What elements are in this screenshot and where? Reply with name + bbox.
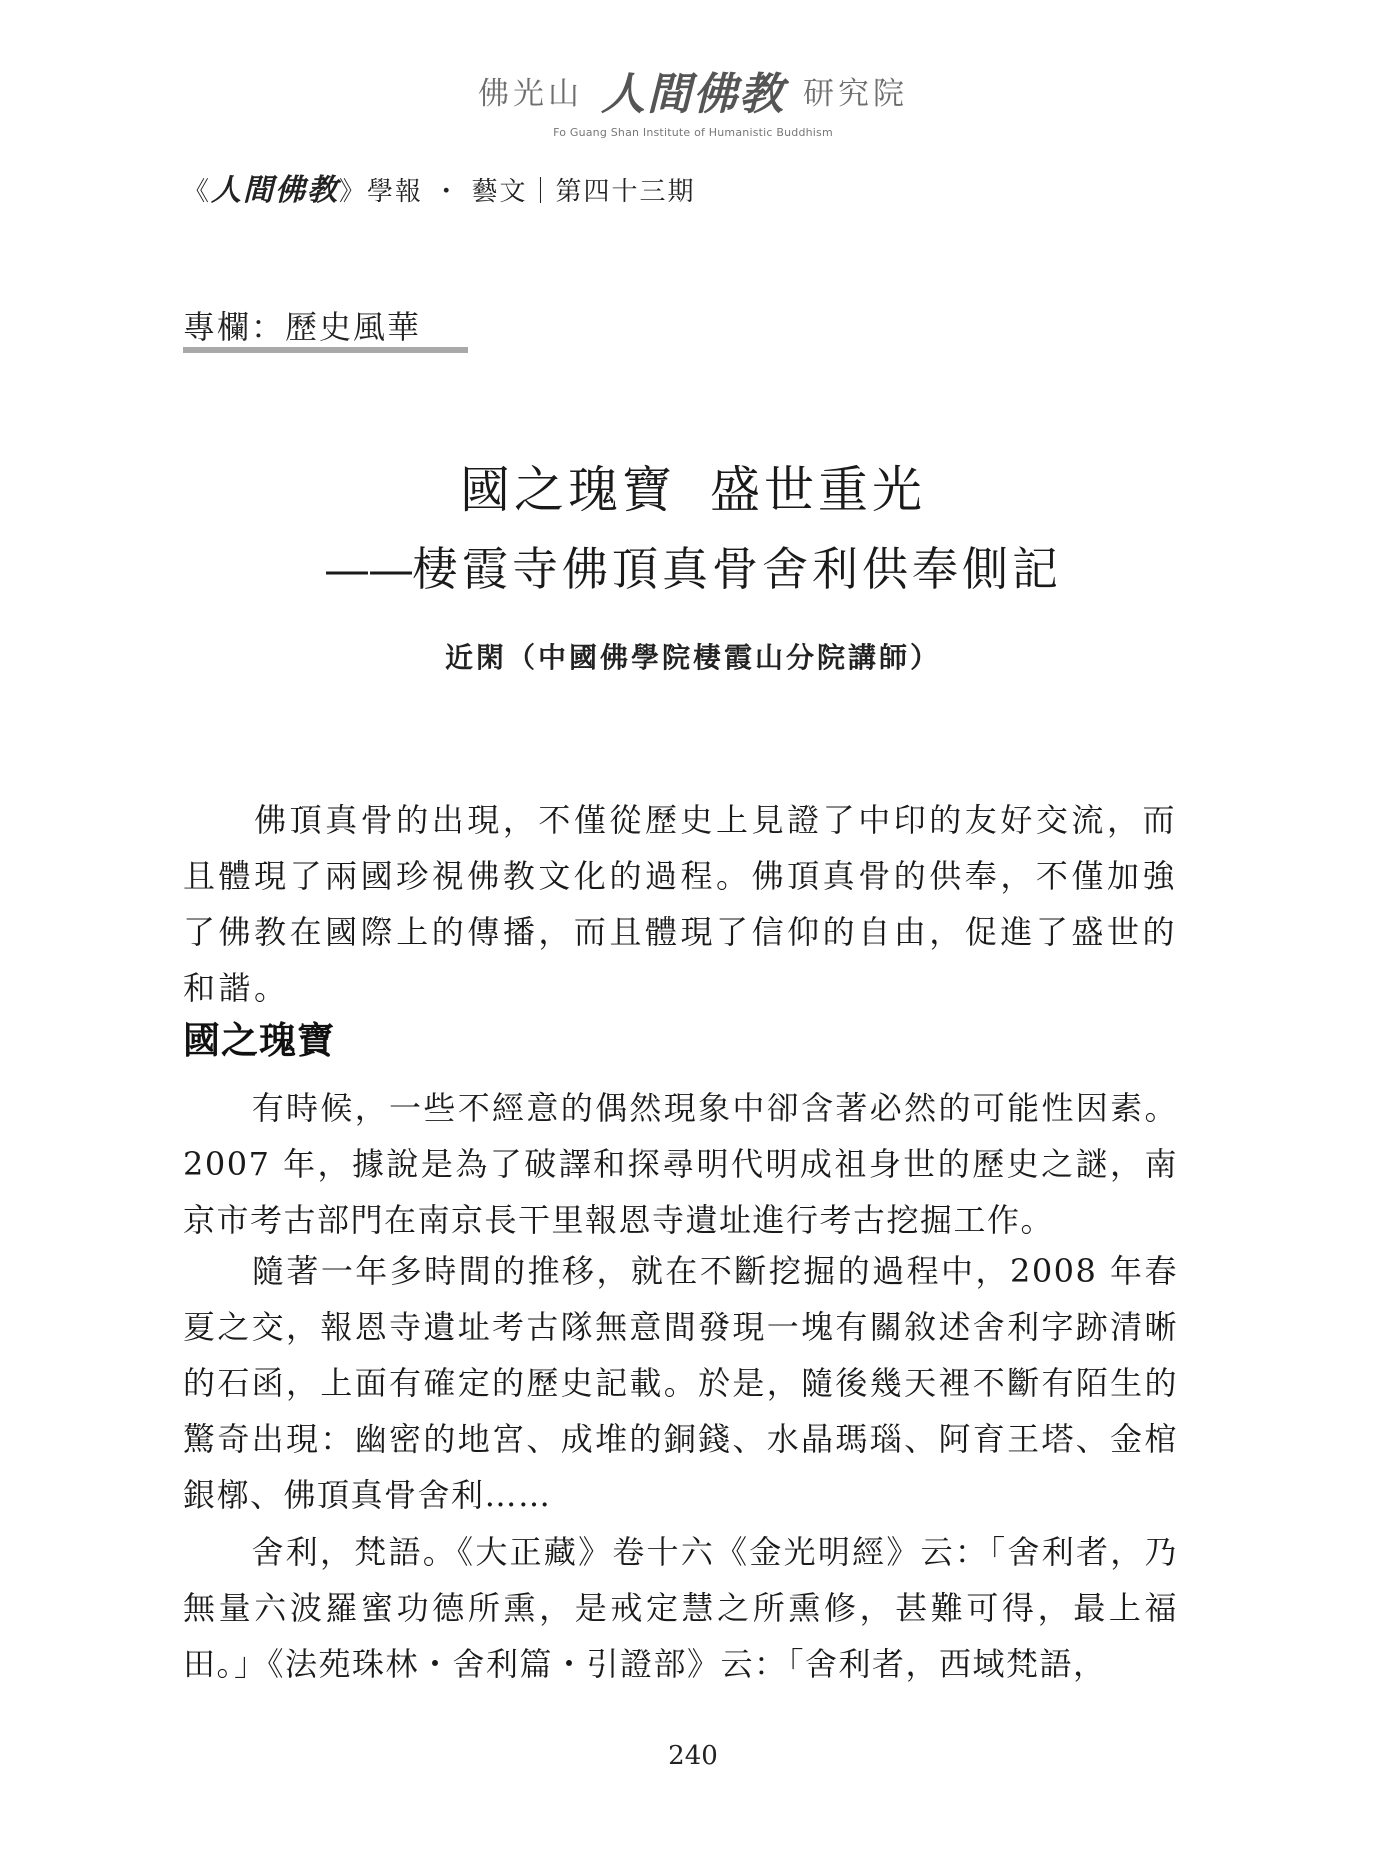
subtitle-dash: —— [324,542,412,596]
subtitle-text: 棲霞寺佛頂真骨舍利供奉側記 [412,542,1062,596]
institute-english-name: Fo Guang Shan Institute of Humanistic Buddhism [553,126,833,139]
article-subtitle [0,533,1386,599]
body-paragraph-3: 舍利，梵語。《大正藏》卷十六《金光明經》云：「舍利者，乃無量六波羅蜜功德所熏，是戒定慧之所熏修，甚難可得，最上福田。」《法苑珠林・舍利篇・引證部》云：「舍利者，西域梵語， [183,1533,1178,1683]
column-label: 專欄：歷史風華 [183,308,422,346]
section-heading: 國之瑰寶 [183,1018,335,1062]
body-paragraph-1: 有時候，一些不經意的偶然現象中卻含著必然的可能性因素。2007 年，據說是為了破譯和探尋明代明成祖身世的歷史之謎，南京市考古部門在南京長干里報恩寺遺址進行考古挖掘工作。 [183,1089,1178,1239]
journal-open-bracket: 《 [183,177,212,207]
journal-brand: 人間佛教 [211,173,340,208]
journal-issue: 》學報 ・ 藝文｜第四十三期 [339,177,696,207]
title-part-2: 盛世重光 [710,461,926,519]
institute-brand-logo: 人間佛教 [601,69,785,120]
article-title [0,450,1386,522]
journal-running-header [183,165,696,209]
title-part-1: 國之瑰寶 [460,461,676,519]
institute-suffix: 研究院 [803,75,908,112]
abstract-paragraph: 佛頂真骨的出現，不僅從歷史上見證了中印的友好交流，而且體現了兩國珍視佛教文化的過程。佛頂真骨的供奉，不僅加強了佛教在國際上的傳播，而且體現了信仰的自由，促進了盛世的和諧。 [183,801,1178,1007]
institute-prefix: 佛光山 [478,75,583,112]
institute-header [0,58,1386,139]
page-number: 240 [668,1741,718,1771]
author-byline: 近閑（中國佛學院棲霞山分院講師） [444,641,941,674]
column-underline [183,347,468,353]
body-paragraph-2: 隨著一年多時間的推移，就在不斷挖掘的過程中，2008 年春夏之交，報恩寺遺址考古隊無意間發現一塊有關敘述舍利字跡清晰的石函，上面有確定的歷史記載。於是，隨後幾天裡不斷有陌生的驚奇出現：幽密的地宮、成堆的銅錢、水晶瑪瑙、阿育王塔、金棺銀槨、佛頂真骨舍利…… [183,1252,1178,1514]
